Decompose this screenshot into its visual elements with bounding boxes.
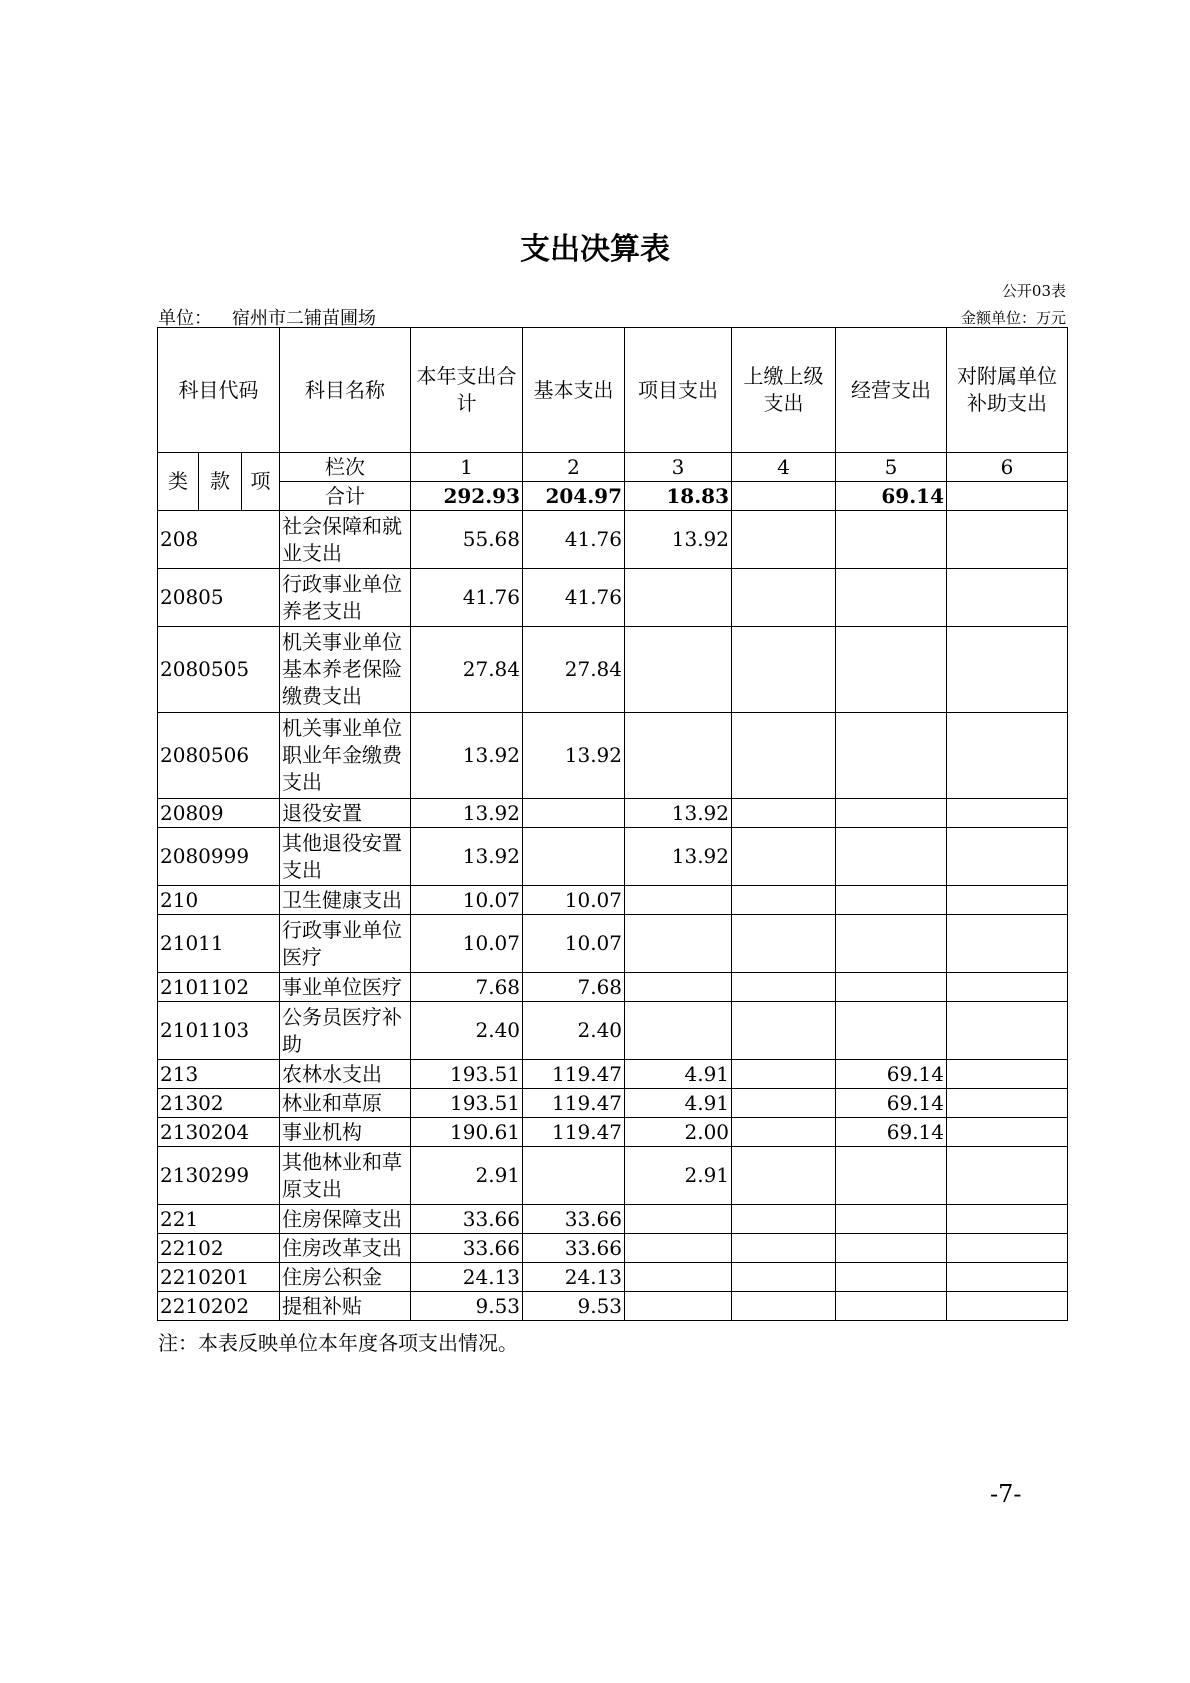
cell-subsidy [947,973,1068,1002]
cell-business [836,627,947,713]
total-remit [732,482,836,511]
cell-remit [732,886,836,915]
cell-subsidy [947,886,1068,915]
cell-business [836,828,947,886]
cell-subsidy [947,1089,1068,1118]
total-total: 292.93 [411,482,523,511]
table-note: 注：本表反映单位本年度各项支出情况。 [158,1331,518,1355]
column-number: 2 [523,453,625,482]
cell-basic [523,828,625,886]
subject-name: 卫生健康支出 [280,886,411,915]
cell-basic: 33.66 [523,1234,625,1263]
subject-name: 提租补贴 [280,1292,411,1321]
cell-total: 193.51 [411,1060,523,1089]
cell-subsidy [947,799,1068,828]
cell-project [625,1292,732,1321]
form-code: 公开03表 [1001,282,1066,300]
subject-code: 2080506 [158,713,280,799]
subject-name: 退役安置 [280,799,411,828]
total-row [158,482,1068,511]
cell-total: 10.07 [411,915,523,973]
table-row [158,511,1068,569]
total-label: 合计 [280,482,411,511]
cell-total: 2.40 [411,1002,523,1060]
header-name: 科目名称 [280,328,411,453]
header-remit: 上缴上级支出 [732,328,836,453]
cell-project: 13.92 [625,828,732,886]
subject-code: 2130204 [158,1118,280,1147]
column-number: 5 [836,453,947,482]
subject-name: 事业单位医疗 [280,973,411,1002]
cell-project: 2.00 [625,1118,732,1147]
cell-remit [732,1292,836,1321]
cell-project: 4.91 [625,1060,732,1089]
cell-project [625,1263,732,1292]
cell-business [836,915,947,973]
subject-code: 2101102 [158,973,280,1002]
cell-subsidy [947,1060,1068,1089]
cell-basic [523,799,625,828]
cell-total: 10.07 [411,886,523,915]
cell-business [836,1205,947,1234]
table-row [158,1089,1068,1118]
subject-code: 2080999 [158,828,280,886]
cell-project [625,713,732,799]
cell-basic: 2.40 [523,1002,625,1060]
subject-code: 21302 [158,1089,280,1118]
subject-name: 农林水支出 [280,1060,411,1089]
cell-total: 33.66 [411,1234,523,1263]
cell-remit [732,1002,836,1060]
subject-name: 社会保障和就业支出 [280,511,411,569]
table-row [158,1263,1068,1292]
cell-business: 69.14 [836,1118,947,1147]
cell-remit [732,1060,836,1089]
column-number-row [158,453,1068,482]
cell-subsidy [947,1118,1068,1147]
cell-subsidy [947,1234,1068,1263]
cell-total: 13.92 [411,713,523,799]
header-business: 经营支出 [836,328,947,453]
cell-subsidy [947,828,1068,886]
cell-remit [732,1147,836,1205]
cell-subsidy [947,511,1068,569]
money-unit: 金额单位：万元 [960,309,1066,327]
cell-total: 33.66 [411,1205,523,1234]
cell-total: 9.53 [411,1292,523,1321]
cell-project [625,973,732,1002]
cell-project [625,627,732,713]
subject-name: 机关事业单位基本养老保险缴费支出 [280,627,411,713]
header-total: 本年支出合计 [411,328,523,453]
cell-business [836,1234,947,1263]
cell-business [836,569,947,627]
table-row [158,569,1068,627]
table-row [158,828,1068,886]
cell-subsidy [947,1147,1068,1205]
cell-subsidy [947,1263,1068,1292]
cell-business [836,1263,947,1292]
cell-basic: 119.47 [523,1118,625,1147]
cell-basic: 41.76 [523,511,625,569]
subject-name: 其他退役安置支出 [280,828,411,886]
total-basic: 204.97 [523,482,625,511]
subject-code: 2210201 [158,1263,280,1292]
cell-remit [732,1089,836,1118]
cell-remit [732,1205,836,1234]
cell-basic: 24.13 [523,1263,625,1292]
subject-name: 林业和草原 [280,1089,411,1118]
table-row [158,1002,1068,1060]
subject-name: 公务员医疗补助 [280,1002,411,1060]
cell-business [836,973,947,1002]
header-xiang: 项 [242,453,280,511]
cell-total: 41.76 [411,569,523,627]
cell-basic: 33.66 [523,1205,625,1234]
table-row [158,713,1068,799]
cell-remit [732,915,836,973]
total-business: 69.14 [836,482,947,511]
table-row [158,1147,1068,1205]
table-row [158,1205,1068,1234]
cell-basic: 10.07 [523,886,625,915]
subject-code: 22102 [158,1234,280,1263]
cell-subsidy [947,569,1068,627]
table-row [158,973,1068,1002]
cell-remit [732,799,836,828]
subject-code: 20809 [158,799,280,828]
column-number: 4 [732,453,836,482]
cell-basic: 7.68 [523,973,625,1002]
cell-project: 2.91 [625,1147,732,1205]
cell-remit [732,627,836,713]
cell-total: 13.92 [411,828,523,886]
header-row [158,328,1068,453]
cell-business: 69.14 [836,1060,947,1089]
subject-code: 2080505 [158,627,280,713]
cell-basic: 13.92 [523,713,625,799]
cell-remit [732,569,836,627]
cell-remit [732,973,836,1002]
header-project: 项目支出 [625,328,732,453]
cell-subsidy [947,915,1068,973]
table-row [158,886,1068,915]
cell-subsidy [947,713,1068,799]
cell-project [625,569,732,627]
cell-remit [732,511,836,569]
cell-basic: 9.53 [523,1292,625,1321]
table-row [158,915,1068,973]
cell-basic: 119.47 [523,1060,625,1089]
cell-total: 13.92 [411,799,523,828]
cell-total: 7.68 [411,973,523,1002]
cell-basic: 10.07 [523,915,625,973]
cell-project [625,886,732,915]
cell-basic: 41.76 [523,569,625,627]
cell-basic: 27.84 [523,627,625,713]
cell-business [836,886,947,915]
table-row [158,1118,1068,1147]
table-row [158,799,1068,828]
subject-code: 2130299 [158,1147,280,1205]
cell-business [836,799,947,828]
cell-remit [732,828,836,886]
header-subsidy: 对附属单位补助支出 [947,328,1068,453]
subject-code: 208 [158,511,280,569]
cell-total: 55.68 [411,511,523,569]
subject-name: 事业机构 [280,1118,411,1147]
cell-remit [732,1234,836,1263]
cell-basic: 119.47 [523,1089,625,1118]
cell-business [836,511,947,569]
cell-total: 24.13 [411,1263,523,1292]
cell-total: 2.91 [411,1147,523,1205]
subject-name: 机关事业单位职业年金缴费支出 [280,713,411,799]
cell-subsidy [947,1002,1068,1060]
subject-name: 行政事业单位医疗 [280,915,411,973]
subject-code: 221 [158,1205,280,1234]
cell-project [625,915,732,973]
subject-name: 住房保障支出 [280,1205,411,1234]
cell-remit [732,1118,836,1147]
cell-project [625,1002,732,1060]
cell-basic [523,1147,625,1205]
column-number: 1 [411,453,523,482]
cell-project: 13.92 [625,511,732,569]
cell-project: 13.92 [625,799,732,828]
subject-code: 2210202 [158,1292,280,1321]
header-code: 科目代码 [158,328,280,453]
header-basic: 基本支出 [523,328,625,453]
column-number: 3 [625,453,732,482]
table-row [158,1234,1068,1263]
unit-name: 宿州市二铺苗圃场 [232,308,376,329]
cell-project [625,1234,732,1263]
table-row [158,1060,1068,1089]
cell-project [625,1205,732,1234]
cell-subsidy [947,1292,1068,1321]
subject-code: 213 [158,1060,280,1089]
subject-code: 20805 [158,569,280,627]
cell-total: 27.84 [411,627,523,713]
subject-code: 210 [158,886,280,915]
cell-remit [732,1263,836,1292]
cell-business [836,1292,947,1321]
header-kuan: 款 [199,453,242,511]
subject-name: 其他林业和草原支出 [280,1147,411,1205]
cell-business [836,1002,947,1060]
table-row [158,627,1068,713]
subject-code: 2101103 [158,1002,280,1060]
cell-total: 190.61 [411,1118,523,1147]
subject-name: 行政事业单位养老支出 [280,569,411,627]
column-number: 6 [947,453,1068,482]
subject-name: 住房改革支出 [280,1234,411,1263]
subject-name: 住房公积金 [280,1263,411,1292]
cell-business: 69.14 [836,1089,947,1118]
subject-code: 21011 [158,915,280,973]
cell-business [836,713,947,799]
total-subsidy [947,482,1068,511]
page-number: -7- [990,1480,1022,1508]
expenditure-table [157,327,1068,1321]
cell-remit [732,713,836,799]
header-lei: 类 [158,453,199,511]
cell-project: 4.91 [625,1089,732,1118]
column-number-label: 栏次 [280,453,411,482]
unit-label: 单位： [158,308,212,329]
cell-subsidy [947,627,1068,713]
page-title: 支出决算表 [520,232,670,267]
cell-total: 193.51 [411,1089,523,1118]
table-row [158,1292,1068,1321]
total-project: 18.83 [625,482,732,511]
cell-subsidy [947,1205,1068,1234]
cell-business [836,1147,947,1205]
